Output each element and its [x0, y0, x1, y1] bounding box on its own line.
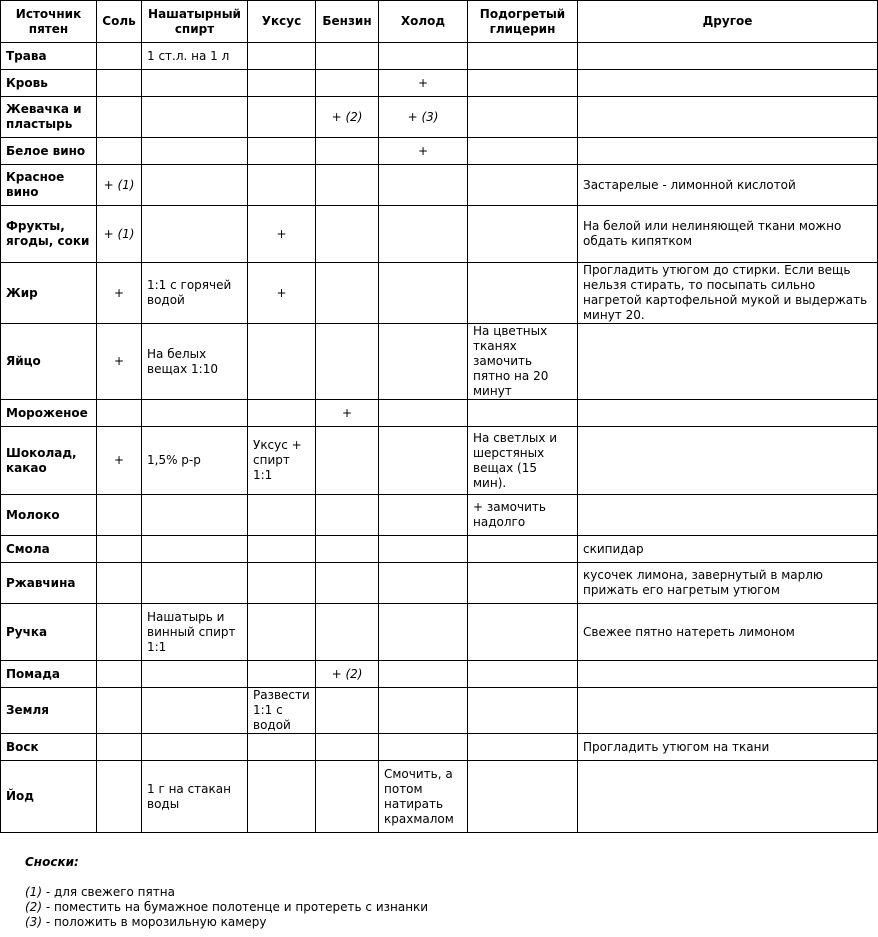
cell-ammonia: [142, 734, 248, 761]
cell-vinegar: [248, 97, 316, 138]
cell-glycerin: [468, 563, 578, 604]
cell-cold: +: [379, 138, 468, 165]
table-row: [1, 761, 878, 833]
cell-salt: [97, 495, 142, 536]
cell-glycerin: [468, 761, 578, 833]
cell-gasoline: [316, 138, 379, 165]
cell-ammonia: [142, 70, 248, 97]
cell-ammonia: [142, 536, 248, 563]
cell-vinegar: [248, 761, 316, 833]
table-row: [1, 138, 878, 165]
cell-salt: [97, 661, 142, 688]
cell-salt: [97, 97, 142, 138]
cell-salt: [97, 761, 142, 833]
cell-vinegar: [248, 43, 316, 70]
cell-ammonia: 1 ст.л. на 1 л: [142, 43, 248, 70]
cell-vinegar: [248, 604, 316, 661]
cell-gasoline: [316, 563, 379, 604]
cell-gasoline: [316, 70, 379, 97]
cell-cold: [379, 427, 468, 495]
cell-source: Белое вино: [1, 138, 97, 165]
cell-ammonia: [142, 688, 248, 734]
cell-glycerin: На цветных тканях замочить пятно на 20 минут: [468, 324, 578, 400]
cell-other: кусочек лимона, завернутый в марлю прижать его нагретым утюгом: [578, 563, 878, 604]
cell-ammonia: [142, 661, 248, 688]
footnote-marker: (2): [345, 666, 363, 681]
cell-ammonia: [142, 165, 248, 206]
table-row: [1, 43, 878, 70]
cell-source: Яйцо: [1, 324, 97, 400]
table-row: [1, 661, 878, 688]
cell-source: Мороженое: [1, 400, 97, 427]
cell-glycerin: + замочить надолго: [468, 495, 578, 536]
cell-cold: [379, 688, 468, 734]
cell-other: Свежее пятно натереть лимоном: [578, 604, 878, 661]
cell-glycerin: [468, 400, 578, 427]
footnotes: [25, 855, 428, 930]
cell-glycerin: [468, 206, 578, 263]
cell-other: [578, 427, 878, 495]
cell-ammonia: 1 г на стакан воды: [142, 761, 248, 833]
cell-vinegar: [248, 324, 316, 400]
cell-gasoline: [316, 263, 379, 324]
cell-other: [578, 324, 878, 400]
cell-cold: [379, 661, 468, 688]
header-vinegar: Уксус: [248, 1, 316, 43]
cell-ammonia: [142, 400, 248, 427]
cell-salt: [97, 563, 142, 604]
cell-ammonia: Нашатырь и винный спирт 1:1: [142, 604, 248, 661]
cell-other: [578, 761, 878, 833]
cell-glycerin: [468, 263, 578, 324]
cell-other: [578, 97, 878, 138]
header-source: Источник пятен: [1, 1, 97, 43]
header-salt: Соль: [97, 1, 142, 43]
cell-source: Жевачка и пластырь: [1, 97, 97, 138]
cell-gasoline: [316, 536, 379, 563]
cell-salt: +: [97, 263, 142, 324]
header-other: Другое: [578, 1, 878, 43]
table-row: [1, 97, 878, 138]
cell-salt: + (1): [97, 206, 142, 263]
cell-gasoline: + (2): [316, 97, 379, 138]
cell-ammonia: [142, 563, 248, 604]
table-row: [1, 536, 878, 563]
cell-gasoline: [316, 324, 379, 400]
cell-gasoline: [316, 206, 379, 263]
cell-cold: [379, 400, 468, 427]
cell-vinegar: [248, 734, 316, 761]
footnote-item: (3) - положить в морозильную камеру: [25, 915, 267, 929]
table-row: [1, 427, 878, 495]
cell-source: Смола: [1, 536, 97, 563]
cell-glycerin: [468, 43, 578, 70]
header-row: [1, 1, 878, 43]
cell-salt: [97, 70, 142, 97]
footnotes-title: Сноски:: [25, 855, 79, 869]
cell-source: Кровь: [1, 70, 97, 97]
footnote-marker: (1): [117, 177, 135, 192]
cell-vinegar: [248, 138, 316, 165]
table-row: [1, 165, 878, 206]
cell-cold: [379, 263, 468, 324]
table-row: [1, 734, 878, 761]
cell-glycerin: [468, 97, 578, 138]
table-row: [1, 400, 878, 427]
table-row: [1, 324, 878, 400]
cell-glycerin: [468, 536, 578, 563]
cell-vinegar: [248, 536, 316, 563]
cell-gasoline: + (2): [316, 661, 379, 688]
cell-vinegar: [248, 400, 316, 427]
cell-gasoline: [316, 43, 379, 70]
cell-other: [578, 661, 878, 688]
cell-cold: [379, 324, 468, 400]
header-cold: Холод: [379, 1, 468, 43]
footnote-marker: (1): [117, 226, 135, 241]
table-row: [1, 206, 878, 263]
cell-cold: [379, 563, 468, 604]
cell-glycerin: На светлых и шерстяных вещах (15 мин).: [468, 427, 578, 495]
cell-gasoline: [316, 688, 379, 734]
cell-vinegar: [248, 563, 316, 604]
cell-ammonia: [142, 138, 248, 165]
cell-salt: +: [97, 324, 142, 400]
cell-other: Прогладить утюгом до стирки. Если вещь нельзя стирать, то посыпать сильно нагретой картофельной мукой и выдержать минут 20.: [578, 263, 878, 324]
cell-other: [578, 138, 878, 165]
cell-salt: [97, 400, 142, 427]
cell-other: [578, 400, 878, 427]
cell-glycerin: [468, 70, 578, 97]
cell-cold: +: [379, 70, 468, 97]
cell-other: Застарелые - лимонной кислотой: [578, 165, 878, 206]
cell-salt: +: [97, 427, 142, 495]
table-row: [1, 70, 878, 97]
footnote-marker: (2): [345, 109, 363, 124]
cell-glycerin: [468, 734, 578, 761]
cell-vinegar: [248, 70, 316, 97]
cell-other: На белой или нелиняющей ткани можно обдать кипятком: [578, 206, 878, 263]
table-row: [1, 688, 878, 734]
cell-gasoline: [316, 761, 379, 833]
cell-ammonia: 1,5% р-р: [142, 427, 248, 495]
cell-source: Ржавчина: [1, 563, 97, 604]
cell-other: [578, 495, 878, 536]
cell-ammonia: [142, 206, 248, 263]
cell-gasoline: [316, 604, 379, 661]
table-row: [1, 263, 878, 324]
cell-gasoline: [316, 734, 379, 761]
cell-source: Йод: [1, 761, 97, 833]
header-ammonia: Нашатырный спирт: [142, 1, 248, 43]
cell-source: Помада: [1, 661, 97, 688]
cell-other: [578, 688, 878, 734]
cell-vinegar: +: [248, 263, 316, 324]
cell-glycerin: [468, 661, 578, 688]
cell-cold: [379, 165, 468, 206]
cell-glycerin: [468, 165, 578, 206]
footnote-marker: (3): [421, 109, 439, 124]
cell-glycerin: [468, 688, 578, 734]
cell-cold: [379, 734, 468, 761]
cell-salt: [97, 43, 142, 70]
cell-gasoline: [316, 165, 379, 206]
cell-cold: Смочить, а потом натирать крахмалом: [379, 761, 468, 833]
cell-other: [578, 70, 878, 97]
cell-source: Жир: [1, 263, 97, 324]
table-row: [1, 604, 878, 661]
cell-ammonia: 1:1 с горячей водой: [142, 263, 248, 324]
header-glycerin: Подогретый глицерин: [468, 1, 578, 43]
cell-vinegar: [248, 495, 316, 536]
footnote-item: (1) - для свежего пятна: [25, 885, 175, 899]
cell-ammonia: На белых вещах 1:10: [142, 324, 248, 400]
cell-ammonia: [142, 495, 248, 536]
cell-cold: [379, 536, 468, 563]
cell-gasoline: [316, 495, 379, 536]
cell-gasoline: [316, 427, 379, 495]
cell-salt: [97, 688, 142, 734]
cell-salt: [97, 536, 142, 563]
cell-salt: [97, 138, 142, 165]
cell-source: Трава: [1, 43, 97, 70]
cell-glycerin: [468, 138, 578, 165]
cell-cold: [379, 495, 468, 536]
cell-cold: [379, 43, 468, 70]
cell-source: Фрукты, ягоды, соки: [1, 206, 97, 263]
cell-other: скипидар: [578, 536, 878, 563]
cell-source: Ручка: [1, 604, 97, 661]
header-gasoline: Бензин: [316, 1, 379, 43]
cell-source: Шоколад, какао: [1, 427, 97, 495]
table-row: [1, 495, 878, 536]
cell-salt: [97, 734, 142, 761]
cell-source: Воск: [1, 734, 97, 761]
cell-ammonia: [142, 97, 248, 138]
footnote-item: (2) - поместить на бумажное полотенце и протереть с изнанки: [25, 900, 429, 914]
cell-other: [578, 43, 878, 70]
cell-source: Земля: [1, 688, 97, 734]
cell-gasoline: +: [316, 400, 379, 427]
cell-cold: + (3): [379, 97, 468, 138]
cell-other: Прогладить утюгом на ткани: [578, 734, 878, 761]
cell-cold: [379, 604, 468, 661]
cell-vinegar: Уксус + спирт 1:1: [248, 427, 316, 495]
cell-source: Красное вино: [1, 165, 97, 206]
cell-source: Молоко: [1, 495, 97, 536]
cell-cold: [379, 206, 468, 263]
table-row: [1, 563, 878, 604]
cell-vinegar: Развести 1:1 с водой: [248, 688, 316, 734]
cell-vinegar: [248, 165, 316, 206]
cell-salt: [97, 604, 142, 661]
cell-vinegar: +: [248, 206, 316, 263]
cell-salt: + (1): [97, 165, 142, 206]
cell-glycerin: [468, 604, 578, 661]
cell-vinegar: [248, 661, 316, 688]
